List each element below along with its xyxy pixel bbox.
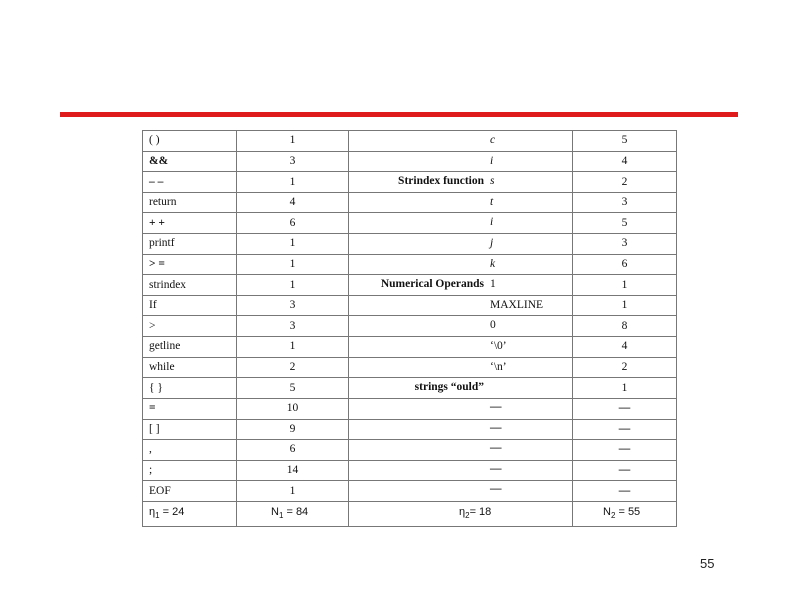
operand-value: MAXLINE xyxy=(490,298,544,311)
operator-count-cell: 4 xyxy=(237,192,349,213)
operator-cell: ( ) xyxy=(143,131,237,152)
operator-count-cell: 2 xyxy=(237,357,349,378)
table-row xyxy=(143,172,677,193)
operator-cell: , xyxy=(143,440,237,461)
operator-cell: > = xyxy=(143,254,237,275)
operator-count-cell: 3 xyxy=(237,316,349,337)
operand-cell xyxy=(349,481,573,502)
operand-cell xyxy=(349,131,573,152)
operand-value: — xyxy=(490,421,502,434)
operand-cell xyxy=(349,295,573,316)
operand-count-cell: 3 xyxy=(573,192,677,213)
operand-value: 1 xyxy=(490,278,496,291)
operand-value: — xyxy=(490,462,502,475)
operand-value: i xyxy=(490,216,494,229)
operator-cell: + + xyxy=(143,213,237,234)
operator-cell: > xyxy=(143,316,237,337)
table-row xyxy=(143,234,677,255)
table-row xyxy=(143,254,677,275)
table-row xyxy=(143,357,677,378)
operand-count-cell: 8 xyxy=(573,316,677,337)
operator-count-cell: 1 xyxy=(237,254,349,275)
operand-cell xyxy=(349,316,573,337)
table-row xyxy=(143,378,677,399)
table-row xyxy=(143,151,677,172)
operand-cell xyxy=(349,419,573,440)
operator-cell: [ ] xyxy=(143,419,237,440)
operator-cell: = xyxy=(143,398,237,419)
operand-count-cell: — xyxy=(573,460,677,481)
operand-count-cell: 1 xyxy=(573,378,677,399)
operator-count-cell: 1 xyxy=(237,337,349,358)
halstead-metrics-table-container xyxy=(142,130,676,527)
table-row xyxy=(143,481,677,502)
table-row xyxy=(143,295,677,316)
operand-value: 0 xyxy=(490,319,496,332)
operand-count-cell: — xyxy=(573,440,677,461)
operator-cell: getline xyxy=(143,337,237,358)
n2-total: $N_2 = 55$ xyxy=(573,502,677,527)
operand-value: i xyxy=(490,154,494,167)
operand-count-cell: 2 xyxy=(573,357,677,378)
table-row xyxy=(143,213,677,234)
operand-count-cell: 5 xyxy=(573,131,677,152)
operator-count-cell: 5 xyxy=(237,378,349,399)
operand-count-cell: 2 xyxy=(573,172,677,193)
operand-cell xyxy=(349,234,573,255)
table-row xyxy=(143,192,677,213)
operator-count-cell: 6 xyxy=(237,213,349,234)
halstead-metrics-table xyxy=(142,130,677,527)
operator-cell: strindex xyxy=(143,275,237,296)
page-number: 55 xyxy=(700,556,715,571)
operand-value: j xyxy=(490,237,494,250)
operand-cell xyxy=(349,460,573,481)
operand-group-label: Numerical Operands xyxy=(380,278,484,291)
n1-total: $N_1 = 84$ xyxy=(237,502,349,527)
operand-count-cell: 1 xyxy=(573,275,677,296)
table-row xyxy=(143,131,677,152)
totals-row xyxy=(143,502,677,527)
operand-count-cell: — xyxy=(573,398,677,419)
operator-count-cell: 1 xyxy=(237,481,349,502)
operand-value: ‘\0’ xyxy=(490,340,507,353)
operator-count-cell: 1 xyxy=(237,275,349,296)
operand-count-cell: 4 xyxy=(573,337,677,358)
operand-value: ‘\n’ xyxy=(490,360,507,373)
operand-count-cell: 1 xyxy=(573,295,677,316)
operator-count-cell: 9 xyxy=(237,419,349,440)
operand-cell xyxy=(349,398,573,419)
operator-count-cell: 14 xyxy=(237,460,349,481)
operator-count-cell: 1 xyxy=(237,172,349,193)
operand-cell xyxy=(349,357,573,378)
table-row xyxy=(143,316,677,337)
operand-count-cell: 3 xyxy=(573,234,677,255)
operator-count-cell: 1 xyxy=(237,131,349,152)
operand-value: t xyxy=(490,195,494,208)
operator-cell: printf xyxy=(143,234,237,255)
eta2-total: η2= 18 xyxy=(349,502,573,527)
operand-cell xyxy=(349,192,573,213)
table-row xyxy=(143,398,677,419)
table-row xyxy=(143,275,677,296)
operator-cell: ; xyxy=(143,460,237,481)
operator-cell: EOF xyxy=(143,481,237,502)
operand-cell xyxy=(349,151,573,172)
operand-group-label: strings “ould” xyxy=(414,381,484,394)
table-row xyxy=(143,440,677,461)
operator-count-cell: 3 xyxy=(237,151,349,172)
operand-cell xyxy=(349,275,573,296)
operand-value: c xyxy=(490,134,496,146)
operator-cell: while xyxy=(143,357,237,378)
operator-cell: && xyxy=(143,151,237,172)
operand-cell xyxy=(349,254,573,275)
operator-count-cell: 1 xyxy=(237,234,349,255)
operand-count-cell: 4 xyxy=(573,151,677,172)
table-body xyxy=(143,131,677,502)
operand-group-label: Strindex function xyxy=(398,175,484,188)
table-row xyxy=(143,419,677,440)
title-divider-rule xyxy=(60,112,738,117)
operator-count-cell: 3 xyxy=(237,295,349,316)
table-row xyxy=(143,460,677,481)
operator-cell: return xyxy=(143,192,237,213)
table-row xyxy=(143,337,677,358)
operand-cell xyxy=(349,440,573,461)
operand-cell xyxy=(349,172,573,193)
operand-value: — xyxy=(490,442,502,455)
operand-count-cell: — xyxy=(573,419,677,440)
operand-count-cell: 5 xyxy=(573,213,677,234)
operand-count-cell: — xyxy=(573,481,677,502)
operator-count-cell: 6 xyxy=(237,440,349,461)
operator-cell: { } xyxy=(143,378,237,399)
operand-count-cell: 6 xyxy=(573,254,677,275)
operand-value: — xyxy=(490,400,502,413)
operand-cell xyxy=(349,337,573,358)
operand-value: s xyxy=(490,175,495,188)
operand-cell xyxy=(349,378,573,399)
operand-value: k xyxy=(490,257,496,270)
operator-count-cell: 10 xyxy=(237,398,349,419)
operand-value: — xyxy=(490,483,502,496)
operator-cell: If xyxy=(143,295,237,316)
operand-cell xyxy=(349,213,573,234)
eta1-total: $\eta_1 = 24$ xyxy=(143,502,237,527)
operator-cell: – – xyxy=(143,172,237,193)
